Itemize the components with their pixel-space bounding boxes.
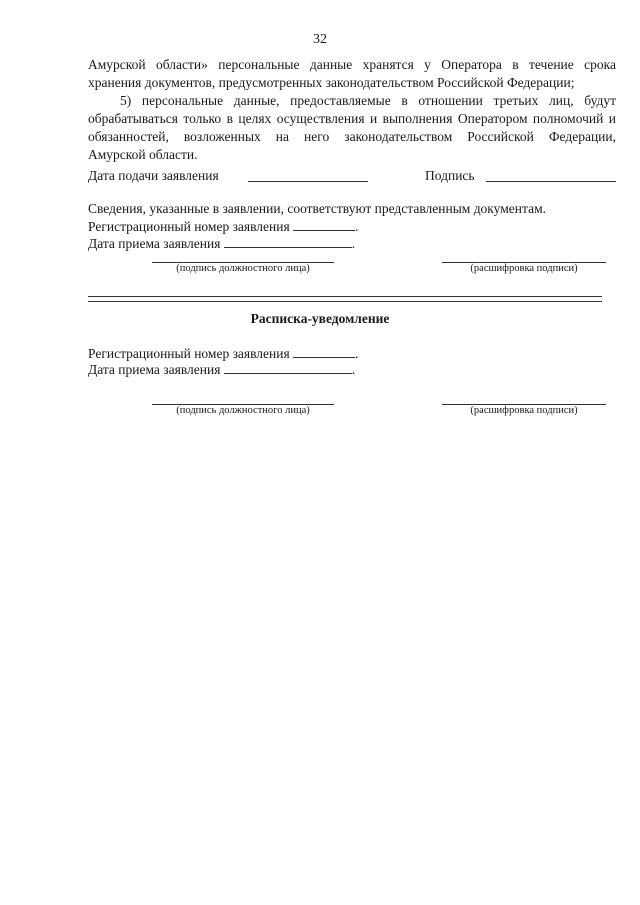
page-number: 32 — [313, 32, 327, 47]
verification-statement: Сведения, указанные в заявлении, соответствуют представленным документам. — [88, 201, 546, 216]
reg-number-label: Регистрационный номер заявления — [88, 346, 290, 361]
item-5-line: 5) персональные данные, предоставляемые в отношении третьих лиц, будут — [120, 93, 616, 108]
item-5-line: обрабатываться только в целях осуществления и выполнения Оператором полномочий и — [88, 111, 616, 126]
receipt-title: Расписка-уведомление — [250, 311, 390, 326]
reg-number-field[interactable] — [293, 216, 355, 231]
item-5-paragraph — [88, 92, 616, 164]
section-separator — [88, 296, 602, 302]
reg-number-label: Регистрационный номер заявления — [88, 219, 290, 234]
period: . — [355, 346, 359, 361]
accept-date-label: Дата приема заявления — [88, 362, 221, 377]
submission-date-field[interactable] — [248, 181, 368, 182]
accept-date-label: Дата приема заявления — [88, 236, 221, 251]
intro-paragraph — [88, 56, 616, 92]
reg-number-field[interactable] — [293, 343, 355, 358]
item-5-line: Амурской области. — [88, 147, 198, 162]
period: . — [351, 362, 356, 377]
accept-date-field[interactable] — [224, 233, 352, 248]
submission-date-label: Дата подачи заявления — [88, 168, 219, 183]
receipt-accept-date-row — [88, 359, 355, 379]
official-signature-caption: (подпись должностного лица) — [176, 263, 310, 274]
signature-label: Подпись — [425, 168, 475, 183]
period: . — [351, 236, 356, 251]
verification-accept-date-row — [88, 233, 355, 253]
item-5-line: обязанностей, возложенных на него законодательством Российской Федерации, — [88, 129, 616, 144]
period: . — [355, 219, 359, 234]
intro-line: хранения документов, предусмотренных законодательством Российской Федерации; — [88, 75, 575, 90]
decoding-signature-caption: (расшифровка подписи) — [470, 405, 578, 416]
decoding-signature-caption: (расшифровка подписи) — [470, 263, 578, 274]
official-signature-caption: (подпись должностного лица) — [176, 405, 310, 416]
intro-line: Амурской области» персональные данные хранятся у Оператора в течение срока — [88, 57, 616, 72]
signature-field[interactable] — [486, 181, 616, 182]
accept-date-field[interactable] — [224, 359, 352, 374]
